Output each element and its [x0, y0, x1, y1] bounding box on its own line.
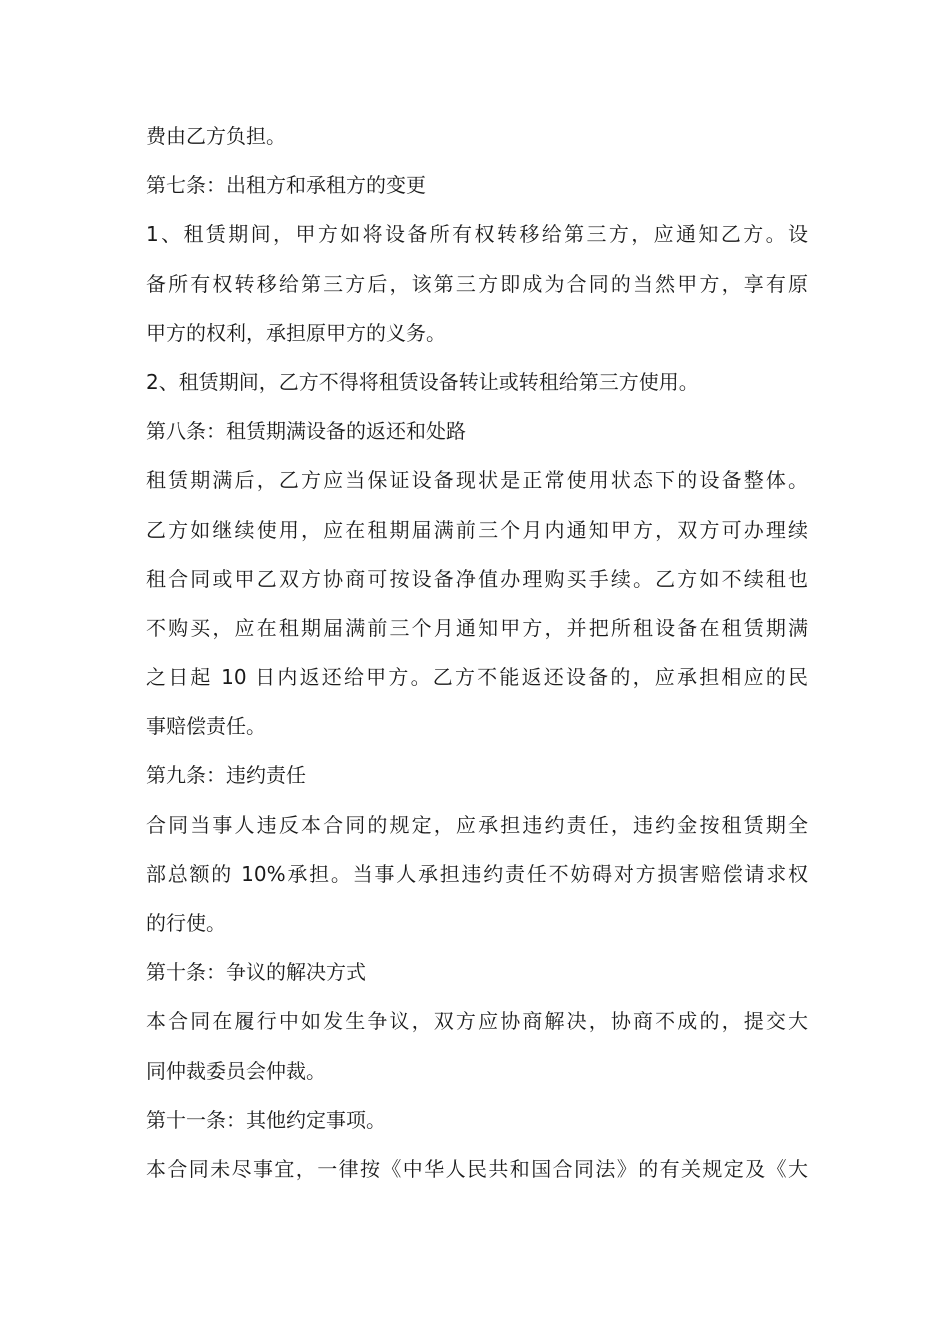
text-line: 第八条：租赁期满设备的返还和处路 — [146, 419, 466, 444]
text-line: 备所有权转移给第三方后，该第三方即成为合同的当然甲方，享有原 — [146, 271, 808, 296]
text-line: 事赔偿责任。 — [146, 714, 266, 739]
document-body — [146, 112, 808, 1194]
text-line: 同仲裁委员会仲裁。 — [146, 1058, 326, 1083]
text-line: 费由乙方负担。 — [146, 124, 286, 148]
text-line: 2、租赁期间，乙方不得将租赁设备转让或转租给第三方使用。 — [146, 369, 699, 394]
text-line: 1、租赁期间，甲方如将设备所有权转移给第三方，应通知乙方。设 — [146, 222, 808, 247]
text-line: 租赁期满后，乙方应当保证设备现状是正常使用状态下的设备整体。 — [146, 468, 808, 493]
text-line: 之日起 10 日内返还给甲方。乙方不能返还设备的，应承担相应的民 — [146, 665, 808, 690]
text-line: 不购买，应在租期届满前三个月通知甲方，并把所租设备在租赁期满 — [146, 615, 808, 640]
text-line: 第七条：出租方和承租方的变更 — [146, 173, 426, 198]
text-line: 本合同在履行中如发生争议，双方应协商解决，协商不成的，提交大 — [146, 1009, 808, 1034]
text-line: 合同当事人违反本合同的规定，应承担违约责任，违约金按租赁期全 — [146, 812, 808, 837]
text-line: 第十一条：其他约定事项。 — [146, 1107, 386, 1132]
text-line: 第九条：违约责任 — [146, 763, 306, 788]
text-line: 的行使。 — [146, 911, 226, 935]
text-line: 甲方的权利，承担原甲方的义务。 — [146, 320, 446, 345]
text-line: 租合同或甲乙双方协商可按设备净值办理购买手续。乙方如不续租也 — [146, 566, 808, 591]
text-line: 部总额的 10%承担。当事人承担违约责任不妨碍对方损害赔偿请求权 — [146, 861, 808, 886]
text-line: 本合同未尽事宜，一律按《中华人民共和国合同法》的有关规定及《大 — [146, 1156, 808, 1181]
text-line: 第十条：争议的解决方式 — [146, 960, 366, 985]
text-line: 乙方如继续使用，应在租期届满前三个月内通知甲方，双方可办理续 — [146, 517, 808, 542]
